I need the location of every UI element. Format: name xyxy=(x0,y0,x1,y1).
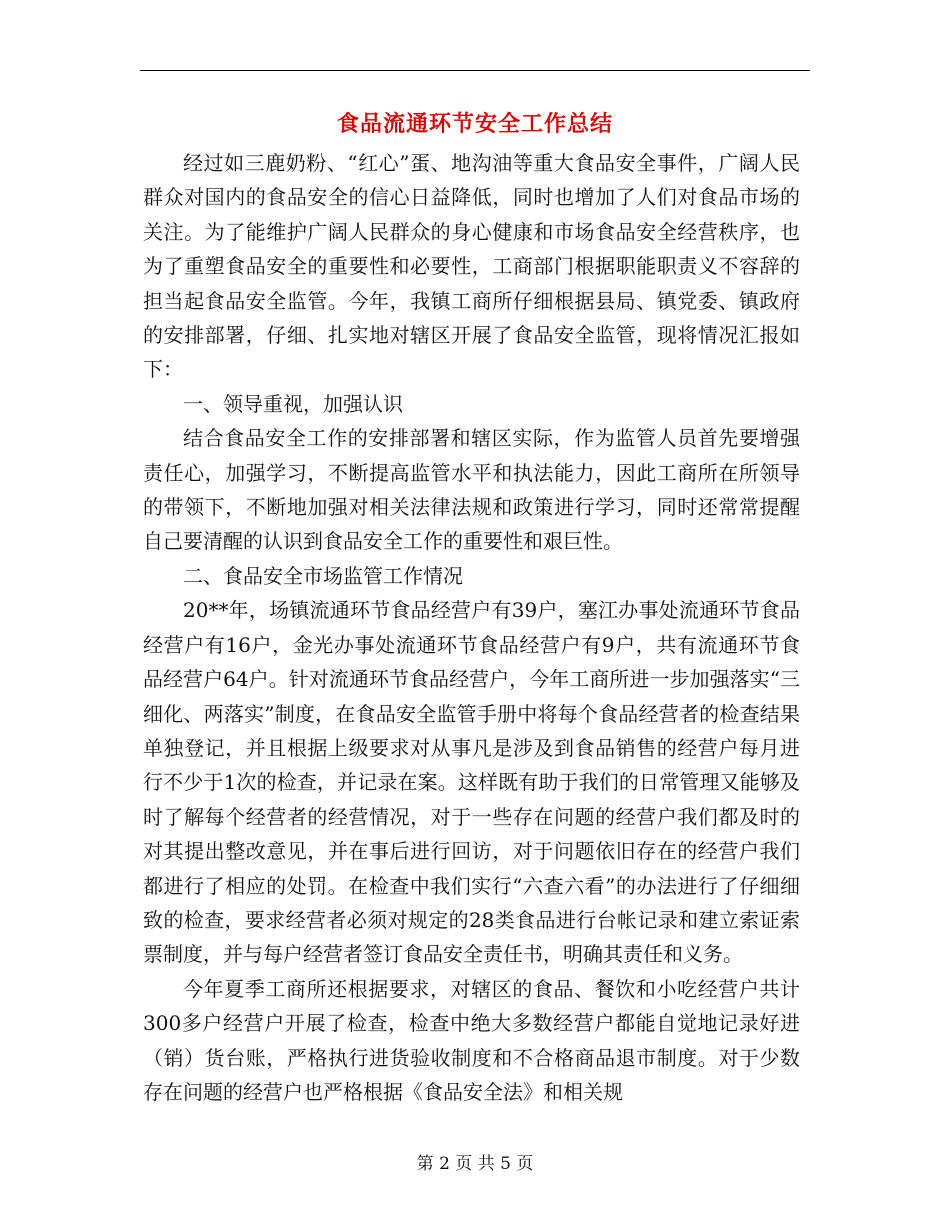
paragraph-section-2: 20**年，场镇流通环节食品经营户有39户，塞江办事处流通环节食品经营户有16户，金光办事处流通环节食品经营户有9户，共有流通环节食品经营户64户。针对流通环节食品经营户，今年工商所进一步加强落实“三细化、两落实”制度，在食品安全监管手册中将每个食品经营者的检查结果单独登记，并且根据上级要求对从事凡是涉及到食品销售的经营户每月进行不少于1次的检查，并记录在案。这样既有助于我们的日常管理又能够及时了解每个经营者的经营情况，对于一些存在问题的经营户我们都及时的对其提出整改意见，并在事后进行回访，对于问题依旧存在的经营户我们都进行了相应的处罚。在检查中我们实行“六查六看”的办法进行了仔细细致的检查，要求经营者必须对规定的28类食品进行台帐记录和建立索证索票制度，并与每户经营者签订食品安全责任书，明确其责任和义务。 xyxy=(143,598,800,967)
document-body xyxy=(143,146,800,1109)
paragraph-intro: 经过如三鹿奶粉、“红心”蛋、地沟油等重大食品安全事件，广阔人民群众对国内的食品安全的信心日益降低，同时也增加了人们对食品市场的关注。为了能维护广阔人民群众的身心健康和市场食品安全经营秩序，也为了重塑食品安全的重要性和必要性，工商部门根据职能职责义不容辞的担当起食品安全监管。今年，我镇工商所仔细根据县局、镇党委、镇政府的安排部署，仔细、扎实地对辖区开展了食品安全监管，现将情况汇报如下： xyxy=(143,151,800,382)
header-rule xyxy=(140,70,810,71)
section-heading-2: 二、食品安全市场监管工作情况 xyxy=(183,563,463,588)
page-number: 第 2 页 共 5 页 xyxy=(416,1154,534,1174)
section-heading-1: 一、领导重视，加强认识 xyxy=(183,391,403,416)
paragraph-section-1: 结合食品安全工作的安排部署和辖区实际，作为监管人员首先要增强责任心，加强学习，不断提高监管水平和执法能力，因此工商所在所领导的带领下，不断地加强对相关法律法规和政策进行学习，同时还常常提醒自己要清醒的认识到食品安全工作的重要性和艰巨性。 xyxy=(143,426,800,554)
document-title: 食品流通环节安全工作总结 xyxy=(336,111,613,137)
paragraph-summer-inspection: 今年夏季工商所还根据要求，对辖区的食品、餐饮和小吃经营户共计300多户经营户开展了检查，检查中绝大多数经营户都能自觉地记录好进（销）货台账，严格执行进货验收制度和不合格商品退市制度。对于少数存在问题的经营户也严格根据《食品安全法》和相关规 xyxy=(143,976,800,1104)
